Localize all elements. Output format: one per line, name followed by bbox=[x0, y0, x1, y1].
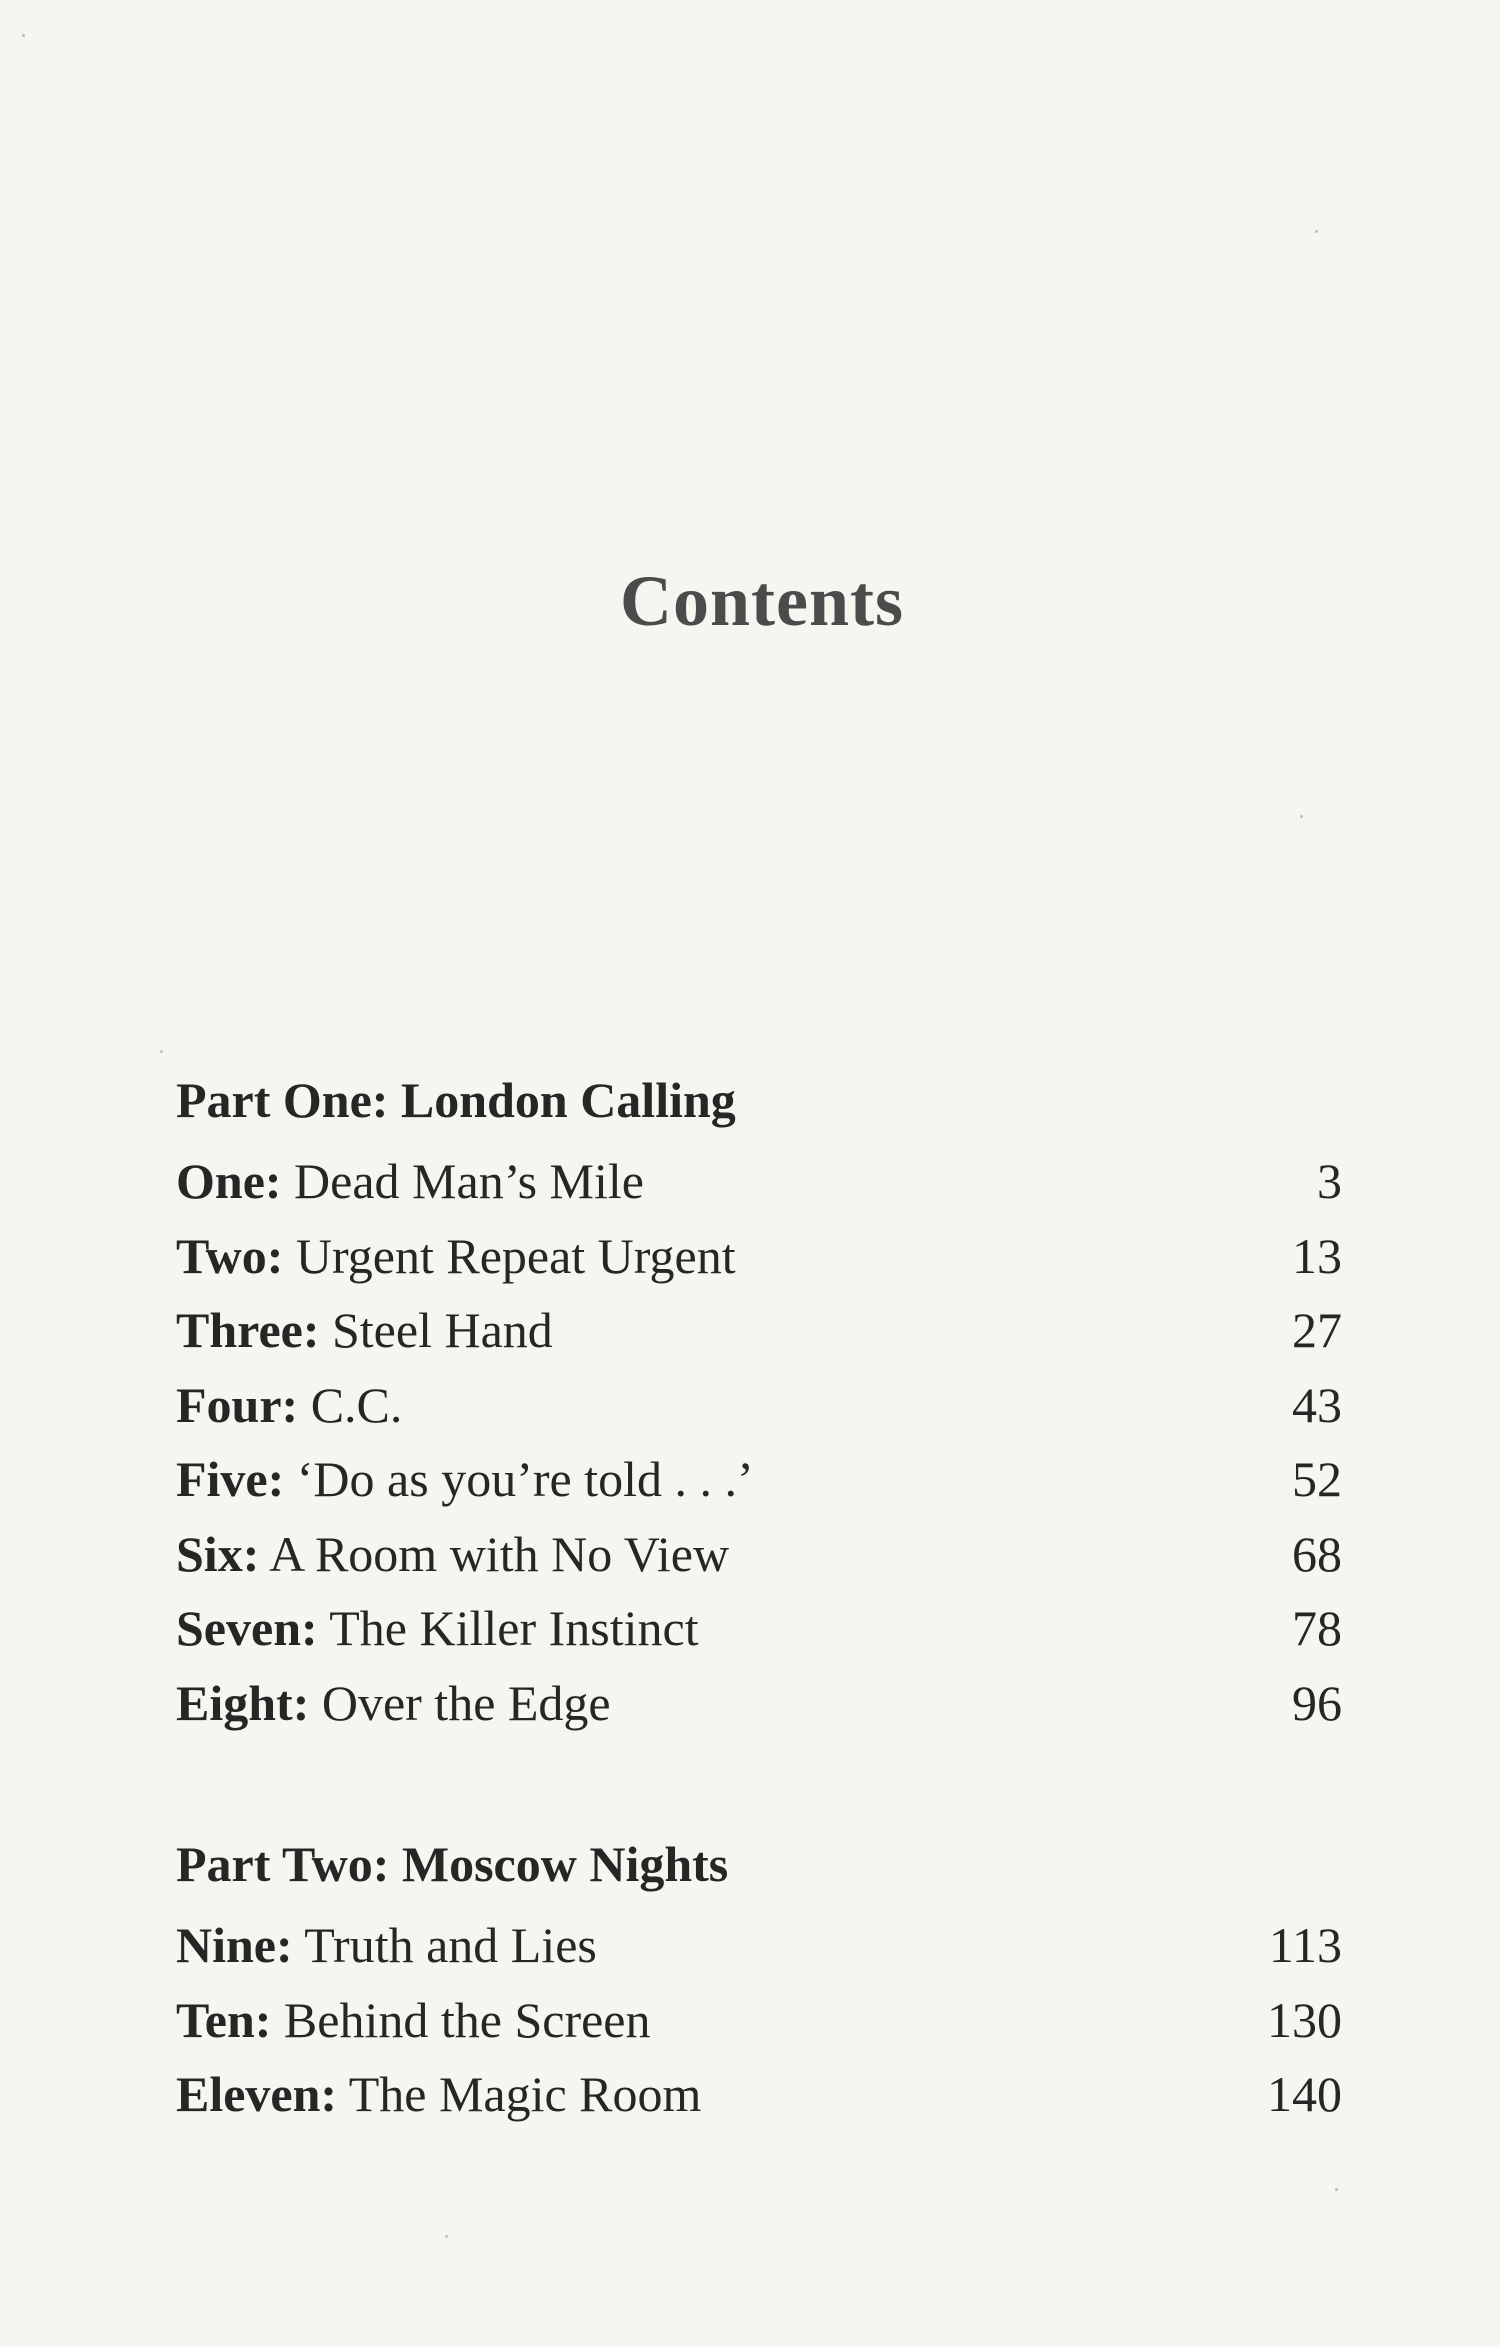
chapter-title: C.C. bbox=[310, 1376, 403, 1433]
chapter-number: Six: bbox=[176, 1525, 260, 1582]
chapter-title: The Magic Room bbox=[348, 2066, 702, 2122]
chapter-number: Nine: bbox=[176, 1917, 293, 1973]
page-number: 130 bbox=[1267, 1991, 1342, 2048]
chapter-title: Behind the Screen bbox=[283, 1991, 651, 2048]
toc-entry bbox=[176, 1983, 1342, 2058]
chapter-title: Truth and Lies bbox=[304, 1917, 597, 1973]
chapter-number: Two: bbox=[176, 1227, 284, 1284]
toc-entry bbox=[176, 1666, 1342, 1741]
chapter-title: The Killer Instinct bbox=[329, 1600, 699, 1656]
toc-entry bbox=[176, 1517, 1342, 1592]
page-number: 68 bbox=[1292, 1525, 1342, 1582]
page-title: Contents bbox=[619, 561, 904, 641]
paper-speck bbox=[1315, 230, 1318, 233]
page-number: 52 bbox=[1292, 1451, 1342, 1507]
toc-entry bbox=[176, 1908, 1342, 1983]
chapter-number: Three: bbox=[176, 1302, 320, 1358]
chapter-number: Seven: bbox=[176, 1600, 318, 1656]
chapter-title: ‘Do as you’re told . . .’ bbox=[296, 1451, 754, 1507]
chapter-title: Over the Edge bbox=[321, 1674, 611, 1731]
chapter-number: Eleven: bbox=[176, 2066, 338, 2122]
paper-speck bbox=[1335, 2188, 1338, 2191]
paper-speck bbox=[445, 2235, 448, 2238]
toc-entry bbox=[176, 1293, 1342, 1368]
paper-speck bbox=[1300, 815, 1303, 818]
chapter-title: Steel Hand bbox=[331, 1302, 553, 1358]
part-heading: Part One: London Calling bbox=[176, 1072, 736, 1128]
part-two-section bbox=[176, 1834, 1342, 2132]
chapter-number: Four: bbox=[176, 1376, 299, 1433]
toc-entry bbox=[176, 1591, 1342, 1666]
page-number: 27 bbox=[1292, 1302, 1342, 1358]
chapter-number: Eight: bbox=[176, 1674, 310, 1731]
paper-speck bbox=[22, 34, 25, 37]
chapter-title: A Room with No View bbox=[269, 1525, 730, 1582]
toc-entry bbox=[176, 1368, 1342, 1443]
chapter-title: Urgent Repeat Urgent bbox=[295, 1227, 736, 1284]
page-number: 96 bbox=[1292, 1674, 1342, 1731]
chapter-number: Five: bbox=[176, 1451, 285, 1507]
toc-entry bbox=[176, 1442, 1342, 1517]
part-heading: Part Two: Moscow Nights bbox=[176, 1836, 729, 1892]
chapter-title: Dead Man’s Mile bbox=[294, 1153, 644, 1209]
part-one-section bbox=[176, 1070, 1342, 1740]
page-number: 140 bbox=[1267, 2066, 1342, 2122]
toc-entry bbox=[176, 1219, 1342, 1294]
page-number: 78 bbox=[1292, 1600, 1342, 1656]
page-number: 13 bbox=[1292, 1227, 1342, 1284]
toc-entry bbox=[176, 1144, 1342, 1219]
paper-speck bbox=[160, 1050, 163, 1053]
chapter-list bbox=[176, 1908, 1342, 2132]
chapter-number: One: bbox=[176, 1153, 282, 1209]
page-number: 3 bbox=[1317, 1153, 1342, 1209]
toc-entry bbox=[176, 2057, 1342, 2132]
chapter-number: Ten: bbox=[176, 1991, 272, 2048]
chapter-list bbox=[176, 1144, 1342, 1740]
page-number: 113 bbox=[1268, 1917, 1342, 1973]
page-number: 43 bbox=[1292, 1376, 1342, 1433]
